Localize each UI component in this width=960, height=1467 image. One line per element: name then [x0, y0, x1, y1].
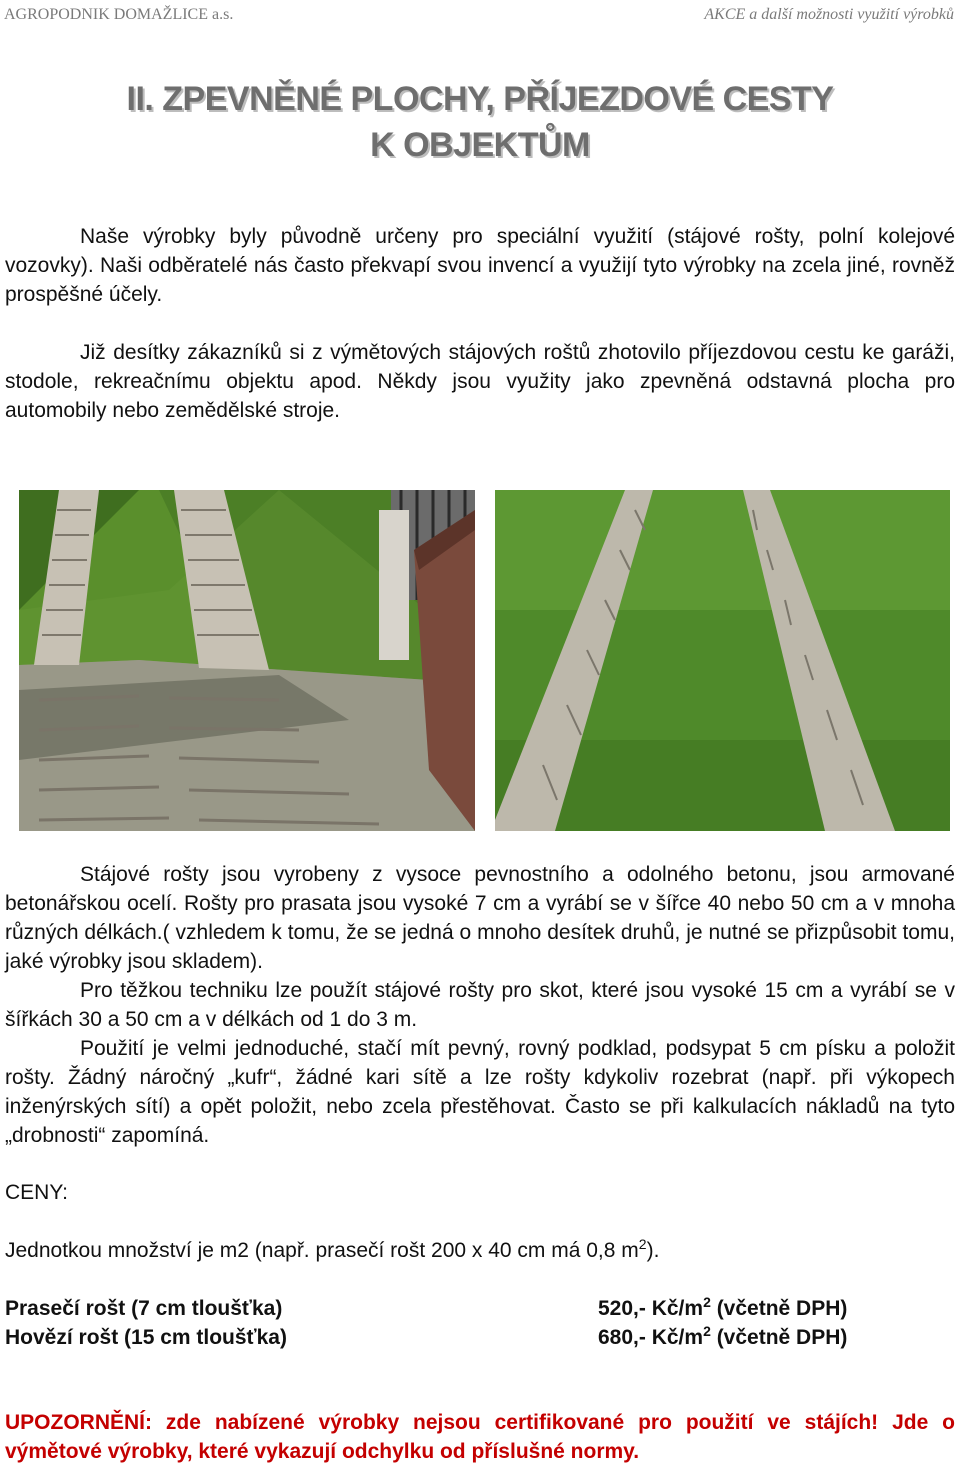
- price-label: Prasečí rošt (7 cm tloušťka): [5, 1297, 283, 1320]
- price-value: 680,- $Kč/m^2$ (včetně DPH): [598, 1323, 848, 1349]
- certification-warning: UPOZORNĚNÍ: zde nabízené výrobky nejsou certifikované pro použití ve stájích! Jde o výmětové výrobky, které vykazují odchylku od příslušné normy.: [5, 1411, 955, 1463]
- body-paragraph-3: Použití je velmi jednoduché, stačí mít pevný, rovný podklad, podsypat 5 cm písku a položit rošty. Žádný náročný „kufr“, žádné kari sítě a lze rošty kdykoliv rozebrat (např. při výkopech inženýrských sítí) a opět položit, nebo zcela přestěhovat. Často se při kalkulacích nákladů na tyto „drobnosti“ zapomíná.: [5, 1037, 955, 1147]
- title-line-1: II. ZPEVNĚNÉ PLOCHY, PŘÍJEZDOVÉ CESTY: [126, 80, 834, 118]
- title-line-2: K OBJEKTŮM: [370, 126, 590, 164]
- price-label: Hovězí rošt (15 cm tloušťka): [5, 1326, 287, 1349]
- photo-lawn-tracks: [495, 490, 950, 831]
- intro-paragraph-2: Již desítky zákazníků si z výmětových stájových roštů zhotovilo příjezdovou cestu ke garáži, stodole, rekreačnímu objektu apod. Někdy jsou využity jako zpevněná odstavná plocha pro automobily nebo zemědělské stroje.: [5, 341, 955, 422]
- header-company: AGROPODNIK DOMAŽLICE a.s.: [4, 6, 234, 23]
- unit-note: Jednotkou množství je m2 (např. prasečí rošt 200 x 40 cm má 0,8 $m^2$).: [5, 1236, 660, 1262]
- intro-paragraph-1: Naše výrobky byly původně určeny pro speciální využití (stájové rošty, polní kolejové vozovky). Naši odběratelé nás často překvapí svou invencí a využijí tyto výrobky na zcela jiné, rovněž prospěšné účely.: [5, 225, 955, 306]
- body-paragraph-1: Stájové rošty jsou vyrobeny z vysoce pevnostního a odolného betonu, jsou armované betonářskou ocelí. Rošty pro prasata jsou vysoké 7 cm a vyrábí se v šířce 40 nebo 50 cm a v mnoha různých délkách.( vzhledem k tomu, že se jedná o mnoho desítek druhů, je nutné se přizpůsobit tomu, jaké výrobky jsou skladem).: [5, 863, 955, 973]
- page-title: [0, 76, 960, 168]
- body-paragraph-2: Pro těžkou techniku lze použít stájové rošty pro skot, které jsou vysoké 15 cm a vyrábí se v šířkách 30 a 50 cm a v délkách od 1 do 3 m.: [5, 979, 955, 1031]
- prices-heading: CENY:: [5, 1181, 69, 1204]
- price-value: 520,- $Kč/m^2$ (včetně DPH): [598, 1294, 848, 1320]
- photo-driveway-gate: [19, 490, 475, 831]
- header-section: AKCE a další možnosti využití výrobků: [704, 6, 954, 23]
